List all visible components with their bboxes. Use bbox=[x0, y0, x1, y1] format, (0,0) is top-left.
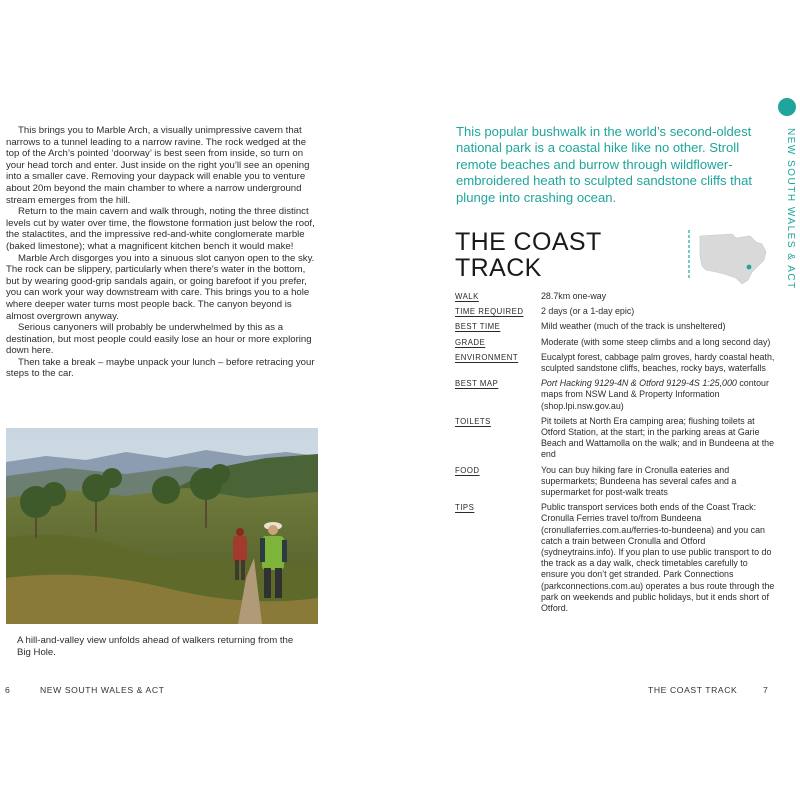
title-line: THE COAST bbox=[455, 228, 602, 256]
map-title: Port Hacking 9129-4N & Otford 9129-4S 1:25,000 bbox=[541, 378, 737, 389]
right-page bbox=[400, 0, 800, 800]
info-key: BEST TIME bbox=[455, 322, 501, 332]
map-description: contour maps from NSW Land & Property Information (shop.lpi.nsw.gov.au) bbox=[541, 378, 769, 411]
title-line: TRACK bbox=[455, 254, 542, 282]
paragraph: Serious canyoners will probably be underwhelmed by this as a destination, but most people could easily lose an hour or more exploring down here. bbox=[6, 322, 312, 357]
info-row bbox=[455, 321, 780, 332]
location-marker bbox=[747, 265, 752, 270]
photo-caption: A hill-and-valley view unfolds ahead of walkers returning from the Big Hole. bbox=[17, 635, 294, 658]
paragraph: This brings you to Marble Arch, a visually unimpressive cavern that narrows to a tunnel leading to a narrow ravine. The rock wedged at the top of the Arch’s pointed ‘doorway’ is best seen from inside, so turn on your head torch and enter. Just inside on the right you’ll see an opening into a smaller cave. Removing your daypack will enable you to venture about 20m beyond the main chamber to where a narrow underground stream emerges from the hill. bbox=[6, 125, 310, 206]
info-value: 2 days (or a 1-day epic) bbox=[541, 306, 635, 317]
running-head: THE COAST TRACK bbox=[648, 685, 738, 695]
info-key: ENVIRONMENT bbox=[455, 352, 519, 362]
info-value: Public transport services both ends of the Coast Track: Cronulla Ferries travel to/from Bundeena (cronullaferries.com.au/ferries-to-bundeena) and you can catch a train between Cronulla and Otford (sydneytrains.info). If you plan to use public transport to do the track as a day walk, check timetables carefully to ensure you don’t get stranded. Park Connections (parkconnections.com.au) operates a bus route through the park on weekends and public holidays, but it ends short of Otford. bbox=[541, 502, 775, 614]
section-tab-dot bbox=[778, 98, 796, 116]
paragraph: Marble Arch disgorges you into a sinuous slot canyon open to the sky. The rock can be slippery, particularly when there’s water in the bottom, but by wearing good-grip sandals again, or going barefoot if you prefer, you can work your way downstream with care. This brings you to a hole where deeper water turns most people back. The canyon beyond is almost overgrown anyway. bbox=[6, 252, 315, 322]
info-key: GRADE bbox=[455, 337, 486, 347]
info-value: Mild weather (much of the track is unsheltered) bbox=[541, 321, 726, 332]
info-key: BEST MAP bbox=[455, 379, 499, 389]
location-map bbox=[686, 230, 776, 285]
intro-text: This popular bushwalk in the world’s second-oldest national park is a coastal hike like no other. Stroll remote beaches and burrow through wildflower-embroidered heath to sculpted sandstone cliffs that plunge into crashing ocean. bbox=[456, 124, 753, 205]
info-value: Pit toilets at North Era camping area; flushing toilets at Otford Station, at the start; in the parking areas at Garie Beach and Wattamolla on the walk; and in Bundeena at the end bbox=[541, 415, 775, 460]
info-key: TIPS bbox=[455, 503, 475, 513]
page-number: 7 bbox=[763, 685, 769, 695]
paragraph: Return to the main cavern and walk through, noting the three distinct levels cut by water over time, the flowstone formation just below the roof, the stalactites, and the impressive red-and-white conglomerate marble (baked limestone); what a magnificent kitchen bench it would make! bbox=[6, 206, 315, 252]
info-table bbox=[455, 291, 780, 618]
nsw-outline-shape bbox=[700, 234, 766, 284]
info-value: Moderate (with some steep climbs and a long second day) bbox=[541, 336, 771, 347]
info-row bbox=[455, 416, 780, 461]
info-key: WALK bbox=[455, 292, 479, 301]
section-tab bbox=[780, 128, 796, 288]
section-tab-label: NEW SOUTH WALES & ACT bbox=[785, 128, 796, 290]
page-number: 6 bbox=[5, 685, 11, 695]
hiking-photo bbox=[6, 428, 318, 624]
info-value bbox=[541, 378, 777, 412]
info-row bbox=[455, 378, 780, 412]
info-row bbox=[455, 352, 780, 374]
info-row bbox=[455, 306, 780, 317]
page-title bbox=[455, 229, 655, 281]
info-key: TOILETS bbox=[455, 416, 491, 426]
info-value: 28.7km one-way bbox=[541, 291, 607, 301]
running-head: NEW SOUTH WALES & ACT bbox=[40, 685, 165, 695]
info-value: You can buy hiking fare in Cronulla eateries and supermarkets; Bundeena has several cafes and a supermarket for post-walk treats bbox=[541, 464, 737, 498]
info-key: FOOD bbox=[455, 465, 480, 475]
body-text bbox=[6, 125, 318, 380]
info-row bbox=[455, 337, 780, 348]
info-value: Eucalypt forest, cabbage palm groves, hardy coastal heath, sculpted sandstone cliffs, beaches, rocky bays, waterfalls bbox=[541, 351, 775, 374]
info-row bbox=[455, 291, 780, 302]
info-row bbox=[455, 465, 780, 499]
info-row bbox=[455, 502, 780, 614]
paragraph: Then take a break – maybe unpack your lunch – before retracing your steps to the car. bbox=[6, 356, 315, 380]
info-key: TIME REQUIRED bbox=[455, 307, 524, 317]
